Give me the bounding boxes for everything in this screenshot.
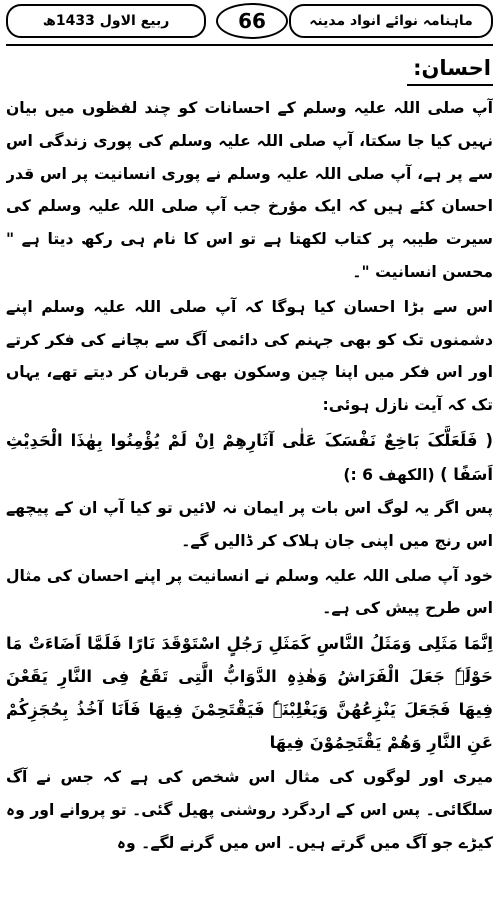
hadith-text: اِنَّمَا مَثَلِی وَمَثَلُ النَّاسِ کَمَثَلِ رَجُلٍ اسْتَوْقَدَ نَارًا فَلَمَّا اَضَاءَتْ مَا حَوْلَہٗ جَعَلَ الْفَرَاشُ وَھٰذِہِ الدَّوَابُّ الَّتِی تَقَعُ فِی النَّارِ یَقَعْنَ فِیھَا فَجَعَلَ یَنْزِعُھُنَّ وَیَغْلِبْنَہٗ فَیَقْتَحِمْنَ فِیھَا فَاَنَا آخُذُ بِحُجَزِکُمْ عَنِ النَّارِ وَھُمْ یَقْتَحِمُوْنَ فِیھَا: [6, 634, 493, 753]
page-number-box: [216, 3, 288, 39]
magazine-title-box: [289, 4, 493, 38]
page-header: [6, 4, 493, 38]
magazine-title: ماہنامہ نوائے انواد مدینہ: [309, 13, 473, 29]
quran-verse-block: [6, 424, 493, 492]
paragraph-2: اس سے بڑا احسان کیا ہوگا کہ آپ صلی اللہ علیہ وسلم اپنے دشمنوں تک کو بھی جہنم کی دائمی آگ سے بچانے کی فکر کرتے اور اس فکر میں اپنا چین وسکون بھی قربان کر دیتے تھے، یہاں تک کہ آیت نازل ہوئی:: [6, 297, 493, 415]
header-divider: [6, 44, 493, 46]
paragraph-3: پس اگر یہ لوگ اس بات پر ایمان نہ لائیں تو کیا آپ ان کے پیچھے اس رنج میں اپنی جان ہلاک کر ڈالیں گے۔: [6, 498, 493, 550]
page-number: 66: [238, 9, 266, 33]
issue-date-box: [6, 4, 206, 38]
paragraph-1: آپ صلی اللہ علیہ وسلم کے احسانات کو چند لفظوں میں بیان نہیں کیا جا سکتا، آپ صلی اللہ علیہ وسلم کی پوری زندگی اس سے پر ہے، آپ صلی اللہ علیہ وسلم نے پوری انسانیت پر اس قدر احسان کئے ہیں کہ ایک مؤرخ جب آپ صلی اللہ علیہ وسلم کی سیرت طیبہ پر کتاب لکھتا ہے تو اس کا نام ہی رکھ دیتا ہے " محسن انسانیت "۔: [6, 99, 493, 281]
quran-verse: ( فَلَعَلَّکَ بَاخِعٌ نَفْسَکَ عَلٰی آثَارِھِمْ اِنْ لَمْ یُؤْمِنُوا بِھٰذَا الْحَدِیْثِ اَسَفًا ): [6, 430, 493, 484]
paragraph-4: خود آپ صلی اللہ علیہ وسلم نے انسانیت پر اپنے احسان کی مثال اس طرح پیش کی ہے۔: [6, 566, 493, 618]
issue-date: ربیع الاول 1433ھ: [42, 13, 170, 29]
paragraph-5: میری اور لوگوں کی مثال اس شخص کی ہے کہ جس نے آگ سلگائی۔ پس اس کے اردگرد روشنی پھیل گئی۔ تو پروانے اور وہ کیڑے جو آگ میں گرتے ہیں۔ اس میں گرنے لگے۔ وہ: [6, 768, 493, 852]
section-heading: احسان:: [407, 54, 493, 86]
article-body: [6, 52, 493, 908]
verse-reference: (الکھف 6 :): [343, 465, 435, 484]
